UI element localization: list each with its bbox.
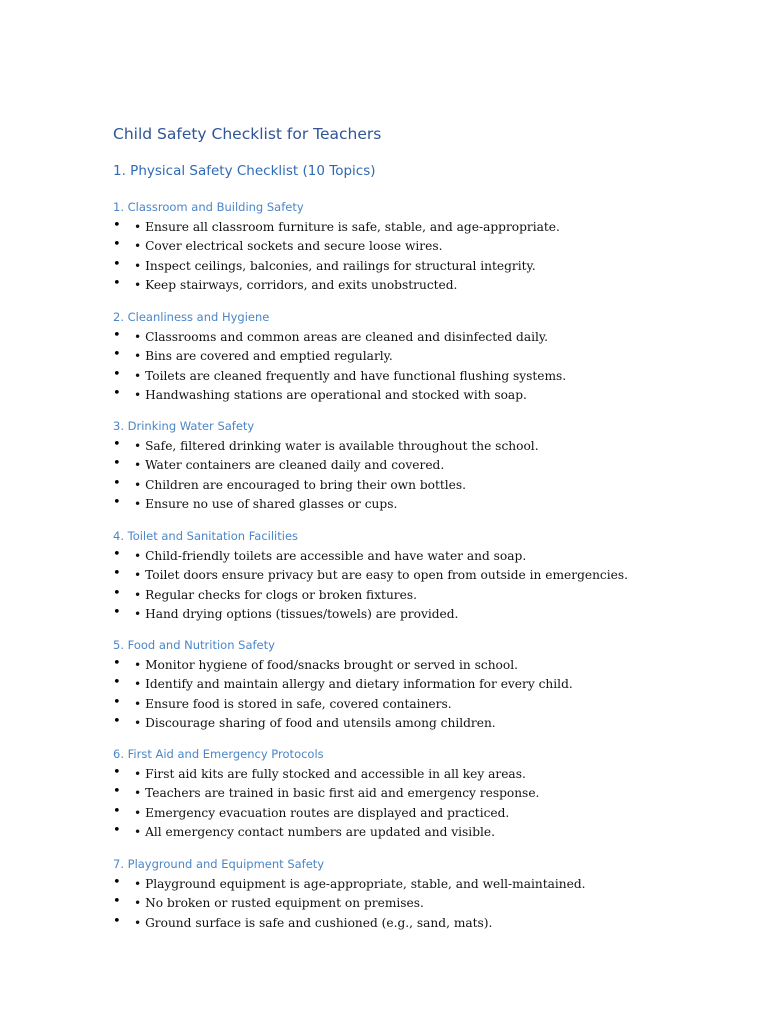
checklist-item-text: • Inspect ceilings, balconies, and railings for structural integrity. [134, 258, 536, 273]
checklist-item-list [0, 219, 700, 296]
checklist-item [0, 766, 700, 785]
bullet-icon: • [113, 656, 121, 671]
bullet-icon: • [113, 275, 121, 291]
checklist-item [0, 477, 700, 496]
section-heading: 7. Playground and Equipment Safety [113, 857, 325, 871]
checklist-item [0, 824, 700, 843]
bullet-icon: • [113, 256, 121, 272]
checklist-item [0, 277, 700, 296]
section-heading: 6. First Aid and Emergency Protocols [113, 747, 324, 761]
checklist-item [0, 496, 700, 515]
bullet-icon: • [113, 604, 121, 620]
document-subtitle: 1. Physical Safety Checklist (10 Topics) [113, 163, 376, 179]
bullet-icon: • [113, 585, 121, 601]
bullet-icon: • [113, 675, 121, 691]
checklist-item-list [0, 329, 700, 406]
section-heading: 3. Drinking Water Safety [113, 419, 255, 433]
checklist-item-text: • Teachers are trained in basic first aid and emergency response. [134, 786, 540, 801]
checklist-item [0, 915, 700, 934]
checklist-item [0, 329, 700, 348]
checklist-item [0, 238, 700, 257]
bullet-icon: • [113, 894, 121, 910]
checklist-item [0, 438, 700, 457]
checklist-item [0, 258, 700, 277]
checklist-item [0, 387, 700, 406]
bullet-icon: • [113, 803, 121, 819]
checklist-item [0, 657, 700, 676]
document-title: Child Safety Checklist for Teachers [113, 125, 382, 143]
checklist-item-text: • All emergency contact numbers are updated and visible. [134, 824, 495, 839]
bullet-icon: • [113, 347, 121, 363]
checklist-item-text: • Toilets are cleaned frequently and have functional flushing systems. [134, 368, 567, 383]
checklist-item-text: • Handwashing stations are operational and stocked with soap. [134, 387, 527, 402]
bullet-icon: • [113, 456, 121, 472]
bullet-icon: • [113, 566, 121, 582]
checklist-item [0, 548, 700, 567]
checklist-item-text: • Ensure no use of shared glasses or cups. [134, 496, 398, 511]
checklist-item-text: • Keep stairways, corridors, and exits unobstructed. [134, 277, 458, 292]
checklist-item-text: • Discourage sharing of food and utensils among children. [134, 715, 496, 730]
section-heading: 2. Cleanliness and Hygiene [113, 310, 270, 324]
checklist-item-text: • Child-friendly toilets are accessible and have water and soap. [134, 549, 527, 563]
checklist-item-text: • First aid kits are fully stocked and accessible in all key areas. [134, 767, 526, 781]
bullet-icon: • [113, 822, 121, 838]
checklist-item-list [0, 548, 700, 625]
checklist-item-text: • Emergency evacuation routes are displayed and practiced. [134, 805, 510, 820]
bullet-icon: • [113, 385, 121, 401]
checklist-item [0, 348, 700, 367]
checklist-item-list [0, 766, 700, 843]
checklist-item-text: • Regular checks for clogs or broken fixtures. [134, 587, 417, 602]
bullet-icon: • [113, 366, 121, 382]
checklist-item-text: • Ground surface is safe and cushioned (e.g., sand, mats). [134, 915, 493, 930]
checklist-item-text: • Monitor hygiene of food/snacks brought or served in school. [134, 658, 519, 672]
bullet-icon: • [113, 328, 121, 343]
checklist-item-text: • Toilet doors ensure privacy but are easy to open from outside in emergencies. [134, 568, 628, 583]
checklist-item-list [0, 438, 700, 515]
checklist-item [0, 219, 700, 238]
bullet-icon: • [113, 547, 121, 562]
section-heading: 1. Classroom and Building Safety [113, 200, 304, 214]
checklist-item-text: • No broken or rusted equipment on premises. [134, 896, 424, 911]
bullet-icon: • [113, 875, 121, 890]
checklist-item-list [0, 876, 700, 934]
checklist-item [0, 876, 700, 895]
bullet-icon: • [113, 437, 121, 452]
bullet-icon: • [113, 237, 121, 253]
bullet-icon: • [113, 475, 121, 491]
checklist-item [0, 457, 700, 476]
section-heading: 5. Food and Nutrition Safety [113, 638, 275, 652]
checklist-item-text: • Water containers are cleaned daily and covered. [134, 458, 445, 473]
checklist-item [0, 567, 700, 586]
checklist-item [0, 696, 700, 715]
bullet-icon: • [113, 765, 121, 780]
checklist-item [0, 368, 700, 387]
checklist-item [0, 587, 700, 606]
checklist-item-text: • Ensure food is stored in safe, covered containers. [134, 696, 452, 711]
section-heading: 4. Toilet and Sanitation Facilities [113, 529, 299, 543]
checklist-item-text: • Bins are covered and emptied regularly. [134, 349, 393, 364]
bullet-icon: • [113, 494, 121, 510]
bullet-icon: • [113, 694, 121, 710]
checklist-item-text: • Playground equipment is age-appropriate, stable, and well-maintained. [134, 877, 586, 891]
checklist-item [0, 895, 700, 914]
checklist-item-text: • Ensure all classroom furniture is safe, stable, and age-appropriate. [134, 220, 560, 234]
checklist-item-text: • Hand drying options (tissues/towels) are provided. [134, 606, 459, 621]
checklist-item-text: • Children are encouraged to bring their own bottles. [134, 477, 467, 492]
checklist-item [0, 715, 700, 734]
checklist-item [0, 785, 700, 804]
checklist-item [0, 676, 700, 695]
checklist-item-text: • Cover electrical sockets and secure loose wires. [134, 239, 443, 254]
checklist-item-text: • Identify and maintain allergy and dietary information for every child. [134, 677, 573, 692]
bullet-icon: • [113, 784, 121, 800]
bullet-icon: • [113, 713, 121, 729]
checklist-item-text: • Safe, filtered drinking water is available throughout the school. [134, 439, 539, 453]
bullet-icon: • [113, 913, 121, 929]
checklist-item-text: • Classrooms and common areas are cleaned and disinfected daily. [134, 330, 549, 344]
bullet-icon: • [113, 218, 121, 233]
checklist-item-list [0, 657, 700, 734]
checklist-item [0, 805, 700, 824]
checklist-item [0, 606, 700, 625]
